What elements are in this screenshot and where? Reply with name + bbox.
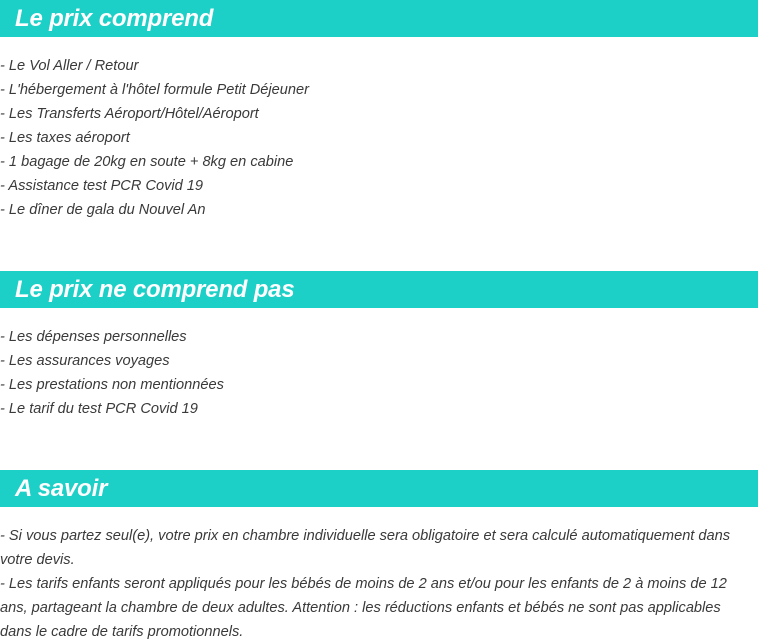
section-header-info — [0, 470, 758, 507]
section-info — [0, 470, 758, 644]
info-paragraph: - Les tarifs enfants seront appliqués pour les bébés de moins de 2 ans et/ou pour les enfants de 2 à moins de 12 ans, partageant la chambre de deux adultes. Attention : les réductions enfants et bébés ne sont pas applicables dans le cadre de tarifs promotionnels. — [0, 576, 727, 640]
info-text — [0, 524, 758, 644]
section-header-included — [0, 0, 758, 37]
included-list — [0, 54, 758, 222]
section-included — [0, 0, 758, 222]
section-title-included: Le prix comprend — [15, 4, 214, 32]
list-item: - Assistance test PCR Covid 19 — [0, 178, 204, 194]
section-header-excluded — [0, 271, 758, 308]
list-item: - 1 bagage de 20kg en soute + 8kg en cabine — [0, 154, 294, 170]
list-item: - Le tarif du test PCR Covid 19 — [0, 401, 198, 417]
section-title-info: A savoir — [15, 474, 108, 502]
list-item: - Les dépenses personnelles — [0, 329, 187, 345]
excluded-list — [0, 325, 758, 421]
section-excluded — [0, 271, 758, 421]
list-item: - Les Transferts Aéroport/Hôtel/Aéroport — [0, 106, 259, 122]
list-item: - Le dîner de gala du Nouvel An — [0, 202, 206, 218]
list-item: - Le Vol Aller / Retour — [0, 58, 139, 74]
info-paragraph: - Si vous partez seul(e), votre prix en chambre individuelle sera obligatoire et sera calculé automatiquement dans votre devis. — [0, 528, 731, 568]
list-item: - Les taxes aéroport — [0, 130, 130, 146]
list-item: - Les assurances voyages — [0, 353, 170, 369]
list-item: - L'hébergement à l'hôtel formule Petit Déjeuner — [0, 82, 309, 98]
list-item: - Les prestations non mentionnées — [0, 377, 224, 393]
section-title-excluded: Le prix ne comprend pas — [15, 275, 295, 303]
